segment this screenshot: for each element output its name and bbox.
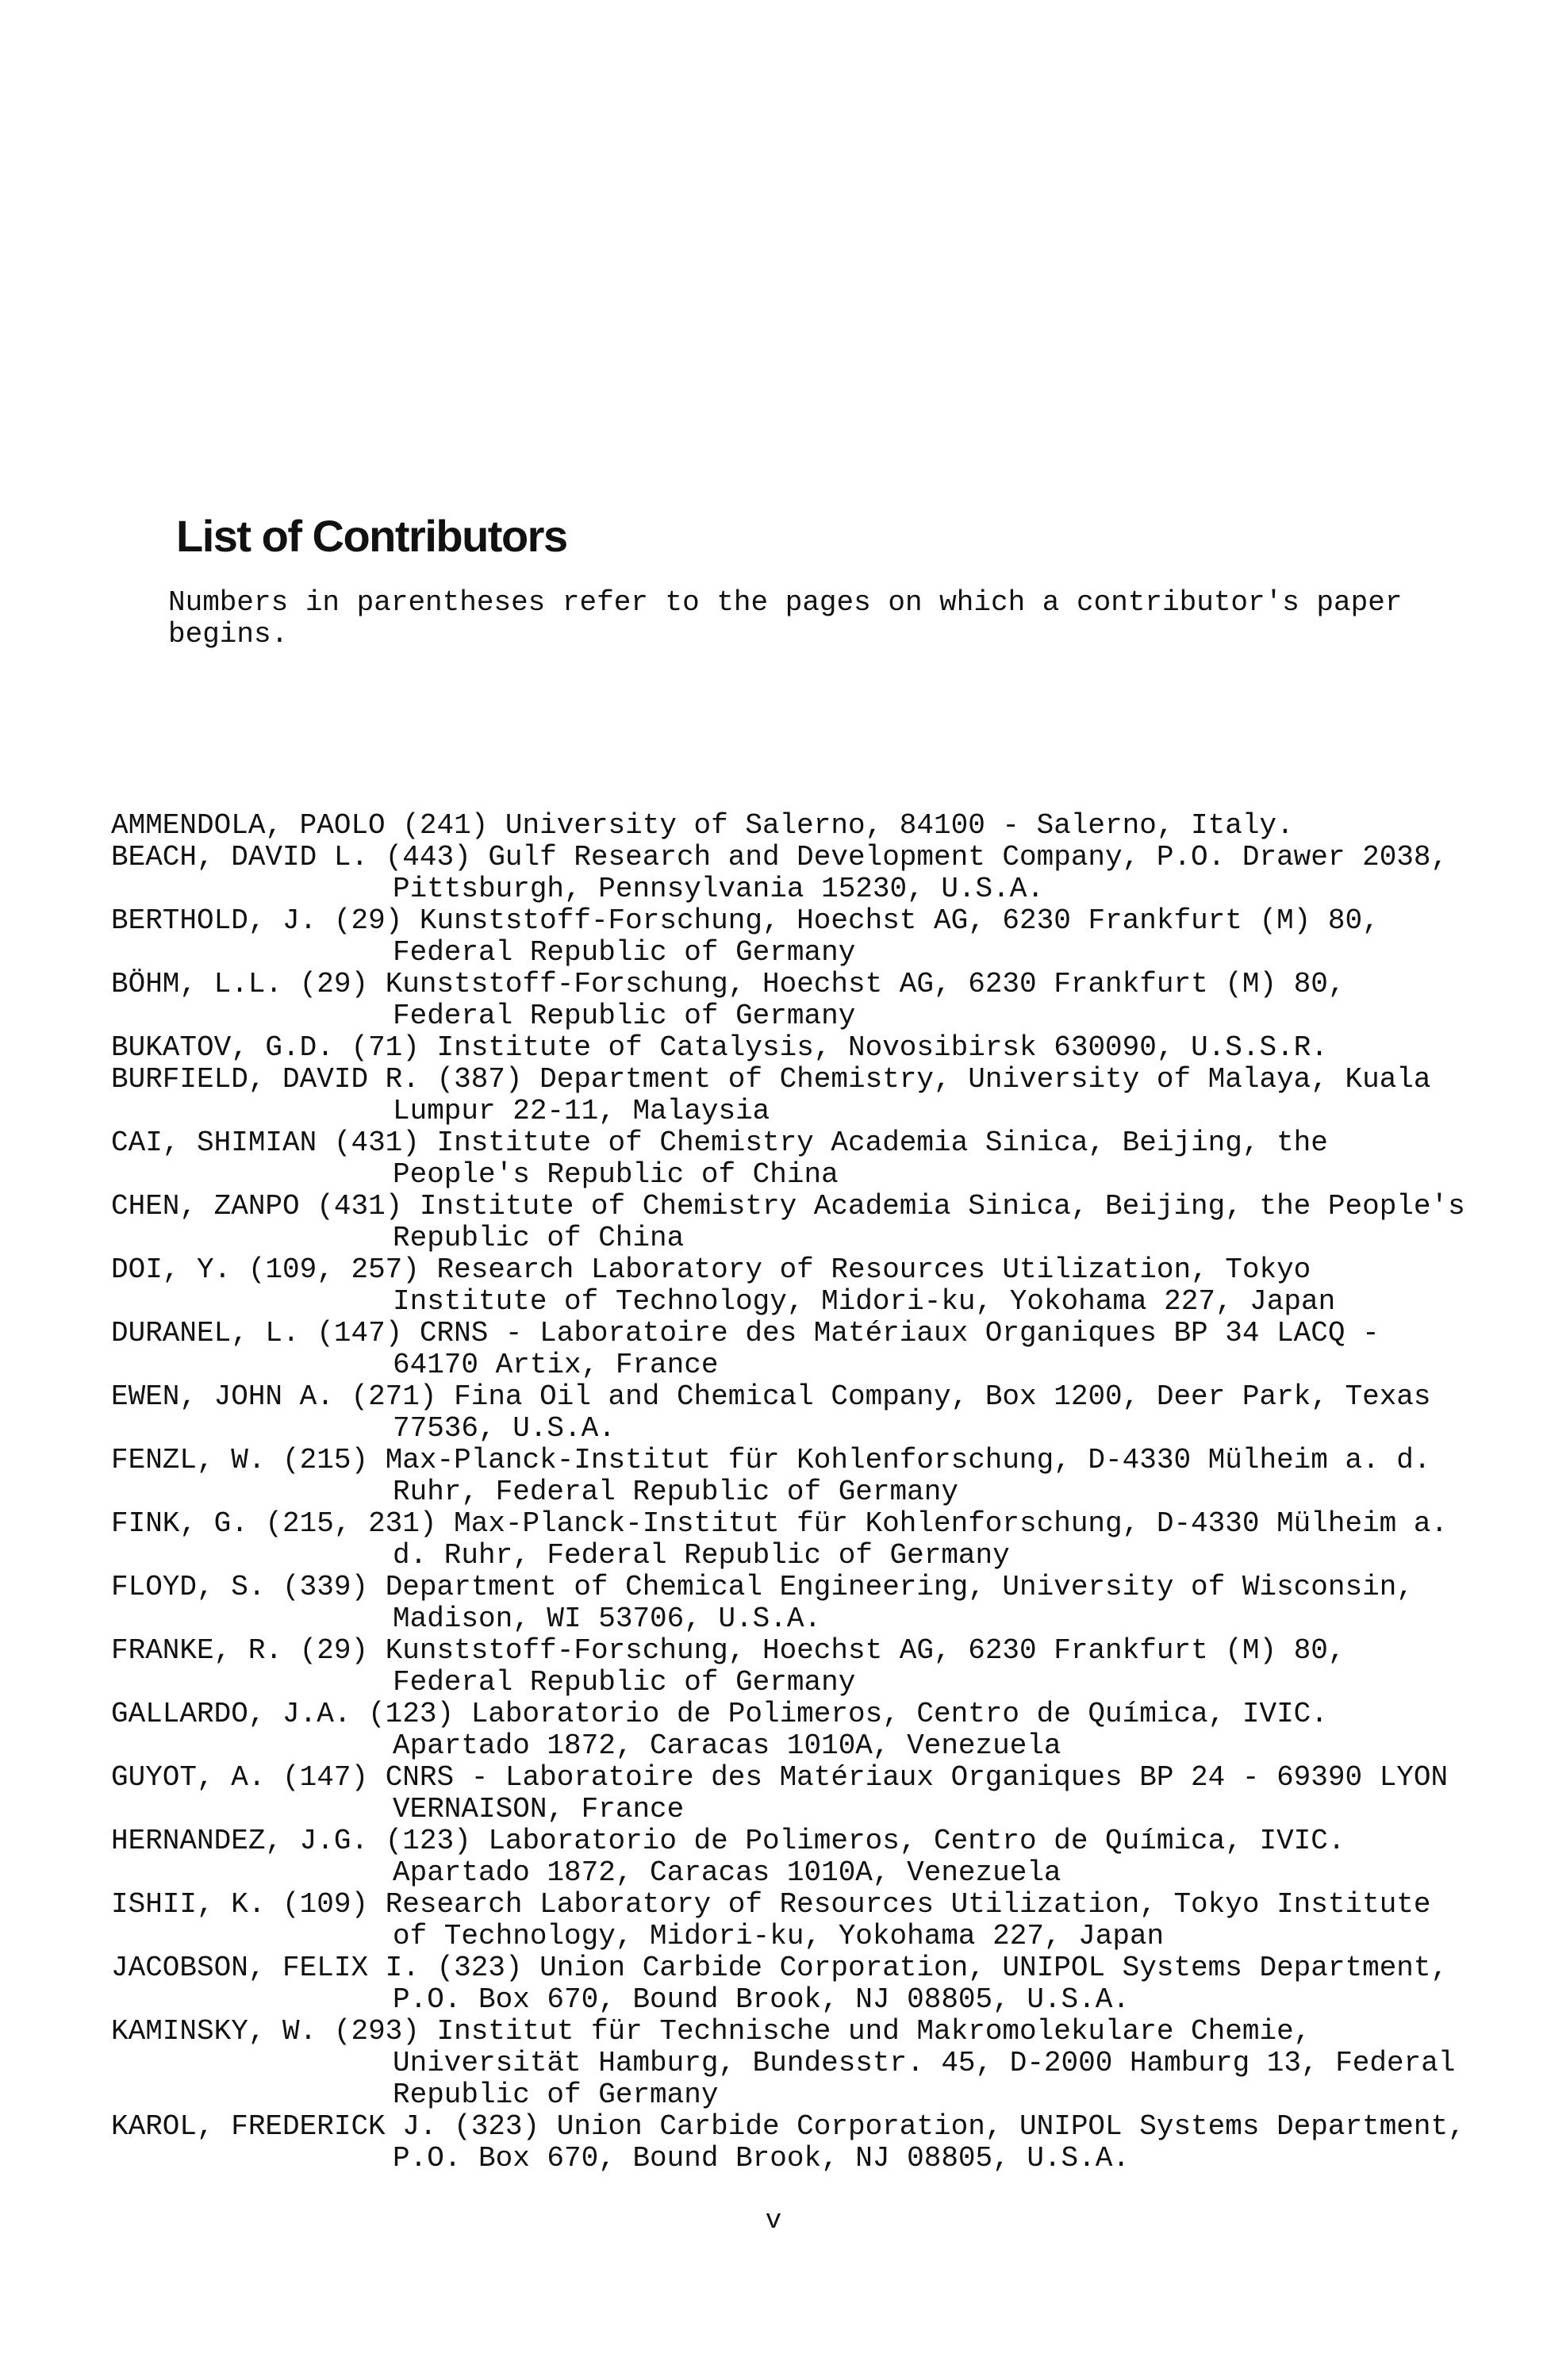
contributor-affiliation: Max-Planck-Institut für Kohlenforschung, D-4330 Mülheim a. d. Ruhr, Federal Republic of Germany (385, 1444, 1431, 1508)
contributor-pages: 271 (368, 1380, 420, 1413)
contributor-affiliation: Research Laboratory of Resources Utilization, Tokyo Institute of Technology, Midori-ku, Yokohama 227, Japan (385, 1888, 1431, 1952)
contributor-entry: BERTHOLD, J. (29) Kunststoff-Forschung, Hoechst AG, 6230 Frankfurt (M) 80, Federal Republic of Germany (111, 904, 1380, 969)
contributor-affiliation: Kunststoff-Forschung, Hoechst AG, 6230 Frankfurt (M) 80, Federal Republic of Germany (385, 968, 1345, 1032)
contributor-affiliation: Laboratorio de Polimeros, Centro de Química, IVIC. Apartado 1872, Caracas 1010A, Venezuela (393, 1698, 1328, 1762)
contributor-entry: FENZL, W. (215) Max-Planck-Institut für Kohlenforschung, D-4330 Mülheim a. d. Ruhr, Federal Republic of Germany (111, 1444, 1431, 1508)
contributor-pages: 29 (351, 904, 386, 937)
contributor-name: ISHII, K. (111, 1888, 266, 1921)
contributor-entry: CHEN, ZANPO (431) Institute of Chemistry Academia Sinica, Beijing, the People's Republic of China (111, 1190, 1465, 1254)
contributor-entry: FLOYD, S. (339) Department of Chemical Engineering, University of Wisconsin, Madison, WI 53706, U.S.A. (111, 1571, 1414, 1635)
contributor-affiliation: Laboratorio de Polimeros, Centro de Química, IVIC. Apartado 1872, Caracas 1010A, Venezuela (393, 1825, 1345, 1889)
contributor-entry: CAI, SHIMIAN (431) Institute of Chemistry Academia Sinica, Beijing, the People's Republic of China (111, 1127, 1328, 1191)
contributor-name: FRANKE, R. (111, 1634, 283, 1667)
contributor-pages: 431 (333, 1190, 386, 1223)
contributor-name: CHEN, ZANPO (111, 1190, 300, 1223)
contributor-affiliation: University of Salerno, 84100 - Salerno, Italy. (505, 809, 1294, 842)
contributor-name: FLOYD, S. (111, 1571, 266, 1603)
contributor-affiliation: Max-Planck-Institut für Kohlenforschung, D-4330 Mülheim a. d. Ruhr, Federal Republic of Germany (393, 1507, 1449, 1572)
contributor-name: DURANEL, L. (111, 1317, 300, 1349)
contributor-affiliation: Union Carbide Corporation, UNIPOL Systems Department, P.O. Box 670, Bound Brook, NJ 08805, U.S.A. (393, 1952, 1449, 2016)
contributor-affiliation: Institute of Catalysis, Novosibirsk 630090, U.S.S.R. (436, 1031, 1328, 1064)
contributor-name: JACOBSON, FELIX I. (111, 1952, 420, 1984)
contributor-pages: 443 (402, 841, 455, 873)
contributor-name: FENZL, W. (111, 1444, 266, 1476)
contributor-affiliation: Union Carbide Corporation, UNIPOL Systems Department, P.O. Box 670, Bound Brook, NJ 08805, U.S.A. (393, 2110, 1465, 2175)
contributor-affiliation: Kunststoff-Forschung, Hoechst AG, 6230 Frankfurt (M) 80, Federal Republic of Germany (393, 904, 1380, 969)
contributor-pages: 109, 257 (265, 1253, 403, 1286)
contributor-entry: BUKATOV, G.D. (71) Institute of Catalysis, Novosibirsk 630090, U.S.S.R. (111, 1031, 1328, 1064)
contributor-affiliation: Department of Chemistry, University of Malaya, Kuala Lumpur 22-11, Malaysia (393, 1063, 1431, 1127)
contributor-pages: 71 (368, 1031, 403, 1064)
contributor-pages: 215 (299, 1444, 351, 1476)
contributor-pages: 147 (333, 1317, 386, 1349)
contributor-affiliation: Gulf Research and Development Company, P.O. Drawer 2038, Pittsburgh, Pennsylvania 15230, U.S.A. (393, 841, 1449, 905)
contributor-affiliation: Kunststoff-Forschung, Hoechst AG, 6230 Frankfurt (M) 80, Federal Republic of Germany (385, 1634, 1345, 1699)
contributor-name: EWEN, JOHN A. (111, 1380, 334, 1413)
contributor-entry: BEACH, DAVID L. (443) Gulf Research and Development Company, P.O. Drawer 2038, Pittsburgh, Pennsylvania 15230, U.S.A. (111, 841, 1449, 905)
contributor-pages: 339 (299, 1571, 351, 1603)
contributor-entry: AMMENDOLA, PAOLO (241) University of Salerno, 84100 - Salerno, Italy. (111, 809, 1294, 842)
contributor-entry: BÖHM, L.L. (29) Kunststoff-Forschung, Hoechst AG, 6230 Frankfurt (M) 80, Federal Republic of Germany (111, 968, 1345, 1032)
contributor-name: BEACH, DAVID L. (111, 841, 369, 873)
contributor-entry: DOI, Y. (109, 257) Research Laboratory of Resources Utilization, Tokyo Institute of Technology, Midori-ku, Yokohama 227, Japan (111, 1253, 1336, 1318)
contributor-pages: 215, 231 (282, 1507, 420, 1540)
contributor-name: GUYOT, A. (111, 1761, 266, 1794)
contributor-name: KAMINSKY, W. (111, 2015, 317, 2048)
contributor-name: DOI, Y. (111, 1253, 232, 1286)
contributor-list (111, 810, 1476, 2175)
contributor-affiliation: Department of Chemical Engineering, University of Wisconsin, Madison, WI 53706, U.S.A. (385, 1571, 1414, 1635)
contributor-affiliation: Fina Oil and Chemical Company, Box 1200, Deer Park, Texas 77536, U.S.A. (393, 1380, 1431, 1445)
contributor-name: BERTHOLD, J. (111, 904, 317, 937)
page-title: List of Contributors (176, 511, 567, 561)
contributor-affiliation: CRNS - Laboratoire des Matériaux Organiques BP 34 LACQ - 64170 Artix, France (393, 1317, 1380, 1381)
contributor-entry: FRANKE, R. (29) Kunststoff-Forschung, Hoechst AG, 6230 Frankfurt (M) 80, Federal Republic of Germany (111, 1634, 1345, 1699)
contributor-name: BURFIELD, DAVID R. (111, 1063, 420, 1096)
contributor-affiliation: CNRS - Laboratoire des Matériaux Organiques BP 24 - 69390 LYON VERNAISON, France (385, 1761, 1449, 1825)
contributor-name: BÖHM, L.L. (111, 968, 283, 1000)
contributor-entry: KAROL, FREDERICK J. (323) Union Carbide Corporation, UNIPOL Systems Department, P.O. Box 670, Bound Brook, NJ 08805, U.S.A. (111, 2110, 1465, 2175)
contributor-pages: 387 (454, 1063, 505, 1096)
contributor-name: GALLARDO, J.A. (111, 1698, 351, 1730)
contributor-pages: 293 (351, 2015, 403, 2048)
contributor-pages: 431 (351, 1127, 403, 1159)
contributor-pages: 109 (299, 1888, 351, 1921)
contributor-name: KAROL, FREDERICK J. (111, 2110, 437, 2143)
contributor-entry: DURANEL, L. (147) CRNS - Laboratoire des Matériaux Organiques BP 34 LACQ - 64170 Artix, France (111, 1317, 1380, 1381)
contributor-entry: GALLARDO, J.A. (123) Laboratorio de Polimeros, Centro de Química, IVIC. Apartado 1872, Caracas 1010A, Venezuela (111, 1698, 1328, 1762)
contributor-name: HERNANDEZ, J.G. (111, 1825, 369, 1857)
contributor-entry: FINK, G. (215, 231) Max-Planck-Institut für Kohlenforschung, D-4330 Mülheim a. d. Ruhr, Federal Republic of Germany (111, 1507, 1449, 1572)
contributor-affiliation: Institute of Chemistry Academia Sinica, Beijing, the People's Republic of China (393, 1190, 1465, 1254)
contributor-entry: GUYOT, A. (147) CNRS - Laboratoire des Matériaux Organiques BP 24 - 69390 LYON VERNAISON, France (111, 1761, 1449, 1825)
page-number: v (765, 2206, 782, 2236)
contributor-name: BUKATOV, G.D. (111, 1031, 334, 1064)
contributor-pages: 123 (385, 1698, 437, 1730)
contributor-pages: 147 (299, 1761, 351, 1794)
contributor-entry: JACOBSON, FELIX I. (323) Union Carbide Corporation, UNIPOL Systems Department, P.O. Box 670, Bound Brook, NJ 08805, U.S.A. (111, 1952, 1449, 2016)
contributor-name: CAI, SHIMIAN (111, 1127, 317, 1159)
contributor-affiliation: Research Laboratory of Resources Utilization, Tokyo Institute of Technology, Midori-ku, Yokohama 227, Japan (393, 1253, 1336, 1318)
contributor-pages: 323 (470, 2110, 523, 2143)
contributor-name: AMMENDOLA, PAOLO (111, 809, 386, 842)
contributor-pages: 29 (317, 1634, 351, 1667)
contributor-entry: ISHII, K. (109) Research Laboratory of Resources Utilization, Tokyo Institute of Technology, Midori-ku, Yokohama 227, Japan (111, 1888, 1431, 1952)
contributor-affiliation: Institute of Chemistry Academia Sinica, Beijing, the People's Republic of China (393, 1127, 1328, 1191)
contributor-name: FINK, G. (111, 1507, 248, 1540)
contributor-entry: KAMINSKY, W. (293) Institut für Technische und Makromolekulare Chemie, Universität Hamburg, Bundesstr. 45, D-2000 Hamburg 13, Federal Republic of Germany (111, 2015, 1456, 2111)
contributor-pages: 123 (402, 1825, 455, 1857)
intro-note: Numbers in parentheses refer to the pages on which a contributor's paper begins. (168, 586, 1420, 651)
contributor-entry: EWEN, JOHN A. (271) Fina Oil and Chemical Company, Box 1200, Deer Park, Texas 77536, U.S.A. (111, 1380, 1431, 1445)
contributor-entry: HERNANDEZ, J.G. (123) Laboratorio de Polimeros, Centro de Química, IVIC. Apartado 1872, Caracas 1010A, Venezuela (111, 1825, 1345, 1889)
contributor-entry: BURFIELD, DAVID R. (387) Department of Chemistry, University of Malaya, Kuala Lumpur 22-11, Malaysia (111, 1063, 1431, 1127)
contributor-affiliation: Institut für Technische und Makromolekulare Chemie, Universität Hamburg, Bundesstr. 45, D-2000 Hamburg 13, Federal Republic of Germany (393, 2015, 1456, 2111)
contributor-pages: 323 (454, 1952, 505, 1984)
contributor-pages: 29 (317, 968, 351, 1000)
contributor-pages: 241 (419, 809, 471, 842)
